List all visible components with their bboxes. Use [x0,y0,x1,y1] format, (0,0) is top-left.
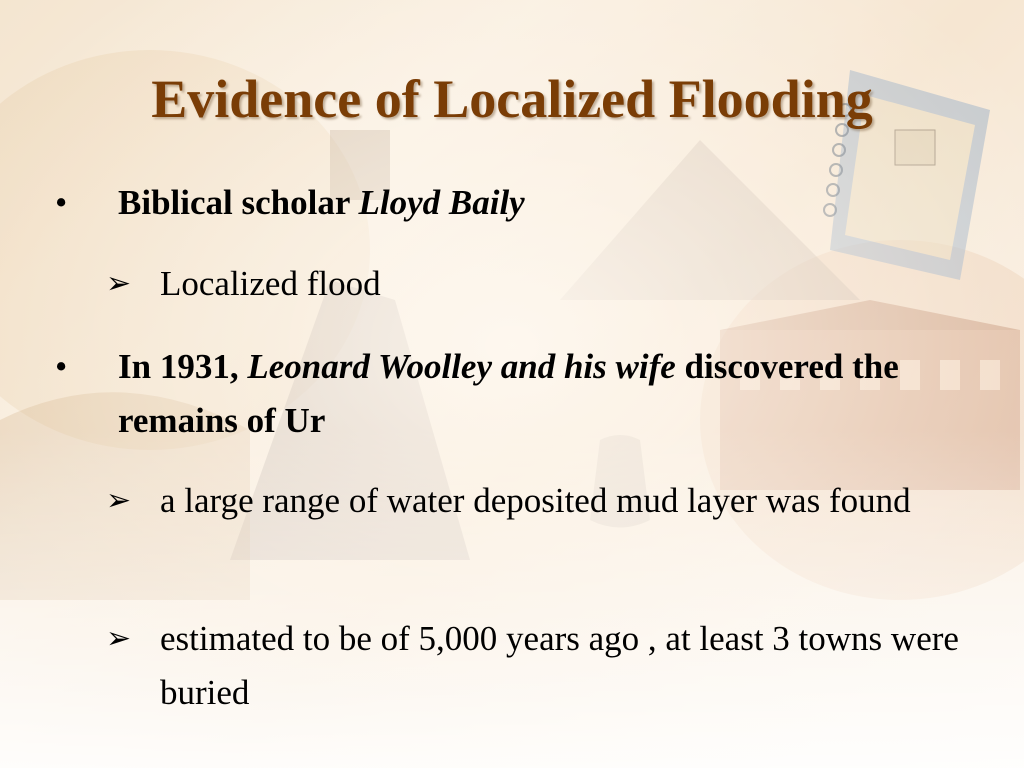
sub-bullet-towns-buried: estimated to be of 5,000 years ago , at least 3 towns were buried [160,619,959,712]
sub-bullet-localized-flood: Localized flood [160,264,381,303]
bullet-bold-text-after: discovered the remains of Ur [118,347,899,440]
bullet-woolley-discovery [118,340,938,448]
arrow-bullet-icon: ➢ [106,484,132,517]
bullet-marker: • [55,183,68,222]
bullet-marker: • [55,347,68,386]
bullet-bold-text: In 1931, [118,347,248,386]
bullet-biblical-scholar [118,176,525,230]
sub-bullet-mud-layer: a large range of water deposited mud layer was found [160,481,911,520]
arrow-bullet-icon: ➢ [106,622,132,655]
arrow-bullet-icon: ➢ [106,267,132,300]
bullet-italic-name: Leonard Woolley and his wife [247,347,676,386]
bullet-italic-name: Lloyd Baily [358,183,525,222]
slide-title: Evidence of Localized Flooding [151,69,873,129]
bullet-bold-text: Biblical scholar [118,183,359,222]
